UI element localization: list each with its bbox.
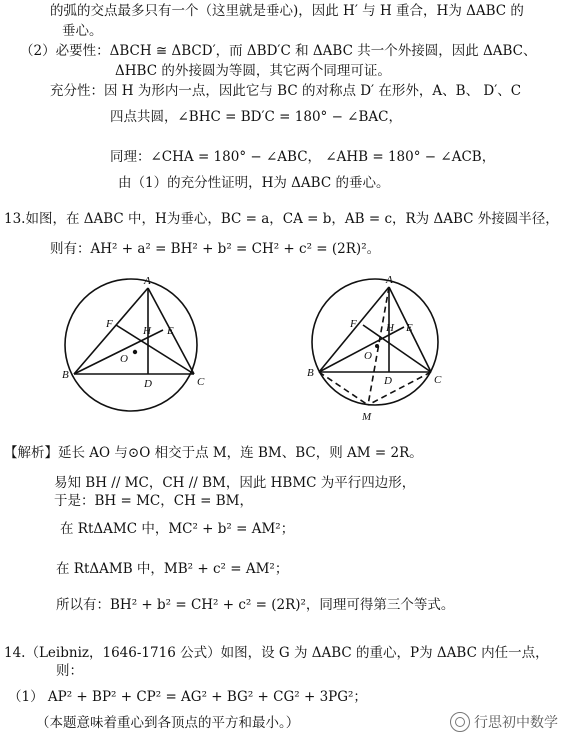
watermark [450,712,558,732]
label-a-2: A [386,274,393,286]
text-line-8: 由（1）的充分性证明，H为 ΔABC 的垂心。 [118,175,390,191]
text-line-19: （1） AP² + BP² + CP² = AG² + BG² + CG² + 3PG²； [8,689,367,705]
label-o-2: O [364,350,372,362]
label-d-2: D [384,375,392,387]
figure-2-drawing [312,279,438,405]
label-e-2: E [406,322,413,334]
circumcenter-dot-2 [375,344,379,348]
text-line-5: 充分性：因 H 为形内一点，因此它与 BC 的对称点 D′ 在形外，A、B、 D′、C [50,83,522,99]
label-b-1: B [62,369,69,381]
text-line-1: 的弧的交点最多只有一个（这里就是垂心)，因此 H′ 与 H 重合，H为 ΔABC 的 [50,3,524,19]
label-e-1: E [167,325,174,337]
text-line-11: 【解析】延长 AO 与⊙O 相交于点 M，连 BM、BC，则 AM = 2R。 [4,445,423,461]
text-line-20: （本题意味着重心到各顶点的平方和最小。） [36,715,300,731]
label-a-1: A [144,275,151,287]
text-line-3: （2）必要性：ΔBCH ≅ ΔBCD′，而 ΔBD′C 和 ΔABC 共一个外接圆，因此 ΔABC、 [20,43,537,59]
side-ab-2 [319,287,389,372]
circumcircle-1 [65,279,197,411]
label-f-1: F [106,318,113,330]
label-f-2: F [350,318,357,330]
text-line-6: 四点共圆，∠BHC = BD′C = 180° − ∠BAC， [110,109,402,125]
altitude-be-1 [74,330,163,374]
text-line-2: 垂心。 [62,23,103,39]
label-d-1: D [144,378,152,390]
side-ac-1 [148,288,194,374]
text-line-17: 14.（Leibniz，1646-1716 公式）如图，设 G 为 ΔABC 的重心，P为 ΔABC 内任一点， [4,645,549,661]
text-line-13: 于是：BH = MC，CH = BM， [54,493,253,509]
label-h-2: H [386,322,394,334]
text-line-18: 则： [56,663,83,679]
label-c-1: C [197,376,205,388]
text-line-16: 所以有：BH² + b² = CH² + c² = (2R)²，同理可得第三个等式。 [56,597,455,613]
altitude-cf-2 [363,325,431,372]
text-line-14: 在 RtΔAMC 中，MC² + b² = AM²； [60,521,295,537]
label-m-2: M [362,411,372,423]
label-o-1: O [120,353,128,365]
text-line-9: 13.如图，在 ΔABC 中，H为垂心，BC = a，CA = b，AB = c，R为 ΔABC 外接圆半径， [4,211,559,227]
line-am-2 [368,287,389,405]
line-bm-2 [319,372,368,405]
label-h-1: H [143,325,151,337]
wechat-logo-icon [450,712,470,732]
text-line-7: 同理：∠CHA = 180° − ∠ABC， ∠AHB = 180° − ∠ACB， [110,149,496,165]
side-ac-2 [389,287,431,372]
text-line-12: 易知 BH // MC，CH // BM，因此 HBMC 为平行四边形， [54,475,416,491]
watermark-text: 行思初中数学 [474,715,558,731]
text-line-4: ΔHBC 的外接圆为等圆，其它两个同理可证。 [115,63,391,79]
circumcircle-2 [312,279,438,405]
line-cm-2 [368,372,431,405]
altitude-be-2 [319,327,404,372]
altitude-cf-1 [116,325,194,374]
label-c-2: C [434,374,442,386]
label-b-2: B [307,367,314,379]
figure-1-drawing [65,279,197,411]
text-line-10: 则有：AH² + a² = BH² + b² = CH² + c² = (2R)²。 [50,241,381,257]
side-ab-1 [74,288,148,374]
text-line-15: 在 RtΔAMB 中，MB² + c² = AM²； [56,561,289,577]
circumcenter-dot-1 [133,350,137,354]
